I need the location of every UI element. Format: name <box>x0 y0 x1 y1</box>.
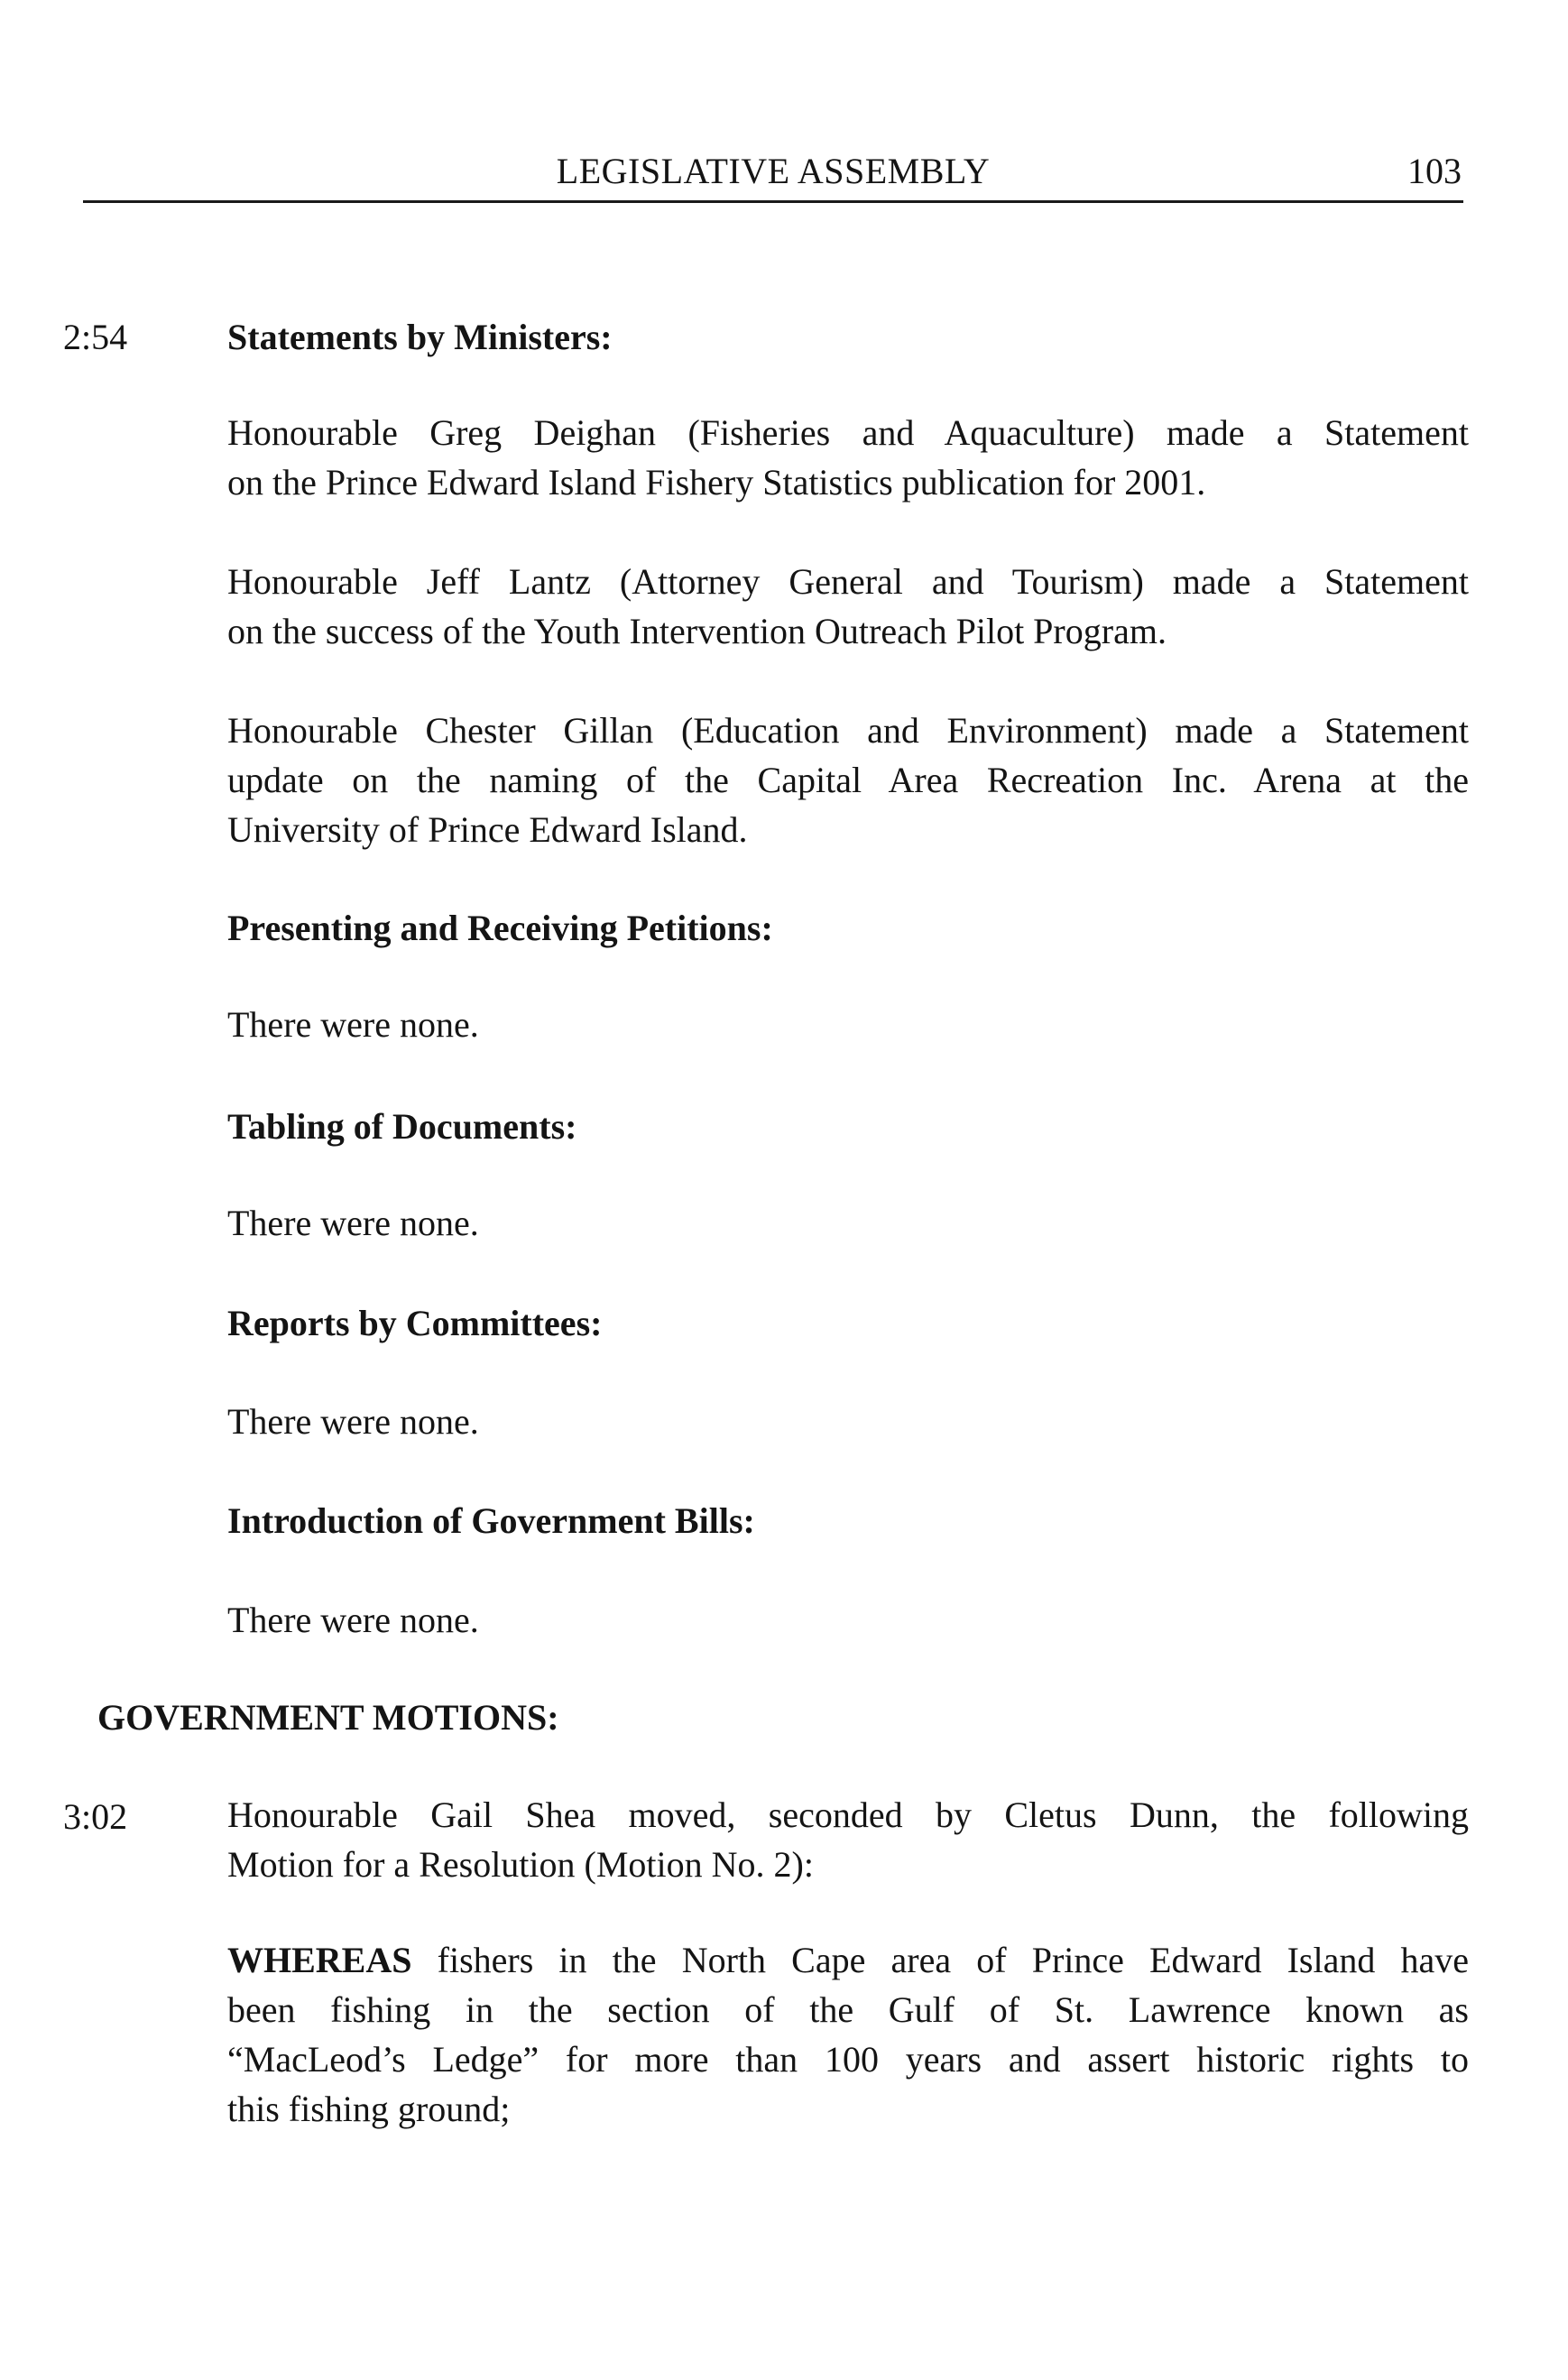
whereas-line-3: “MacLeod’s Ledge” for more than 100 years and assert historic rights to <box>227 2039 1469 2080</box>
tabling-text: There were none. <box>227 1203 479 1243</box>
statement-paragraph-3 <box>227 706 1469 854</box>
gov-motions-time: 3:02 <box>63 1796 128 1837</box>
committees-heading: Reports by Committees: <box>227 1303 603 1343</box>
statement-1-line-1: Honourable Greg Deighan (Fisheries and Aquaculture) made a Statement <box>227 412 1469 453</box>
statements-heading: Statements by Ministers: <box>227 317 613 357</box>
committees-text: There were none. <box>227 1401 479 1442</box>
motion-intro-line-2: Motion for a Resolution (Motion No. 2): <box>227 1844 814 1885</box>
gov-motions-heading: GOVERNMENT MOTIONS: <box>97 1697 559 1738</box>
gov-bills-text: There were none. <box>227 1600 479 1640</box>
whereas-line-2: been fishing in the section of the Gulf of St. Lawrence known as <box>227 1989 1469 2030</box>
statement-2-line-1: Honourable Jeff Lantz (Attorney General and Tourism) made a Statement <box>227 561 1469 602</box>
page-header <box>83 146 1463 203</box>
whereas-line-1 <box>227 1935 1469 1985</box>
motion-intro-line-1: Honourable Gail Shea moved, seconded by Cletus Dunn, the following <box>227 1794 1469 1835</box>
whereas-line-4: this fishing ground; <box>227 2089 511 2129</box>
statements-time: 2:54 <box>63 317 128 357</box>
statement-2-line-2: on the success of the Youth Intervention Outreach Pilot Program. <box>227 611 1167 651</box>
motion-intro-paragraph <box>227 1790 1469 1889</box>
statement-paragraph-2 <box>227 557 1469 656</box>
whereas-keyword: WHEREAS <box>227 1940 412 1980</box>
petitions-text: There were none. <box>227 1004 479 1045</box>
gov-bills-heading: Introduction of Government Bills: <box>227 1500 755 1541</box>
header-title: LEGISLATIVE ASSEMBLY <box>556 151 991 191</box>
statement-3-line-2: update on the naming of the Capital Area Recreation Inc. Arena at the <box>227 760 1469 800</box>
statement-1-line-2: on the Prince Edward Island Fishery Statistics publication for 2001. <box>227 462 1206 503</box>
page-number: 103 <box>1407 151 1462 191</box>
statement-3-line-3: University of Prince Edward Island. <box>227 809 748 850</box>
statement-3-line-1: Honourable Chester Gillan (Education and Environment) made a Statement <box>227 710 1469 751</box>
whereas-paragraph <box>227 1935 1469 2134</box>
tabling-heading: Tabling of Documents: <box>227 1106 577 1147</box>
whereas-line-1-text: fishers in the North Cape area of Prince Edward Island have <box>411 1940 1469 1980</box>
statement-paragraph-1 <box>227 408 1469 507</box>
petitions-heading: Presenting and Receiving Petitions: <box>227 908 773 948</box>
